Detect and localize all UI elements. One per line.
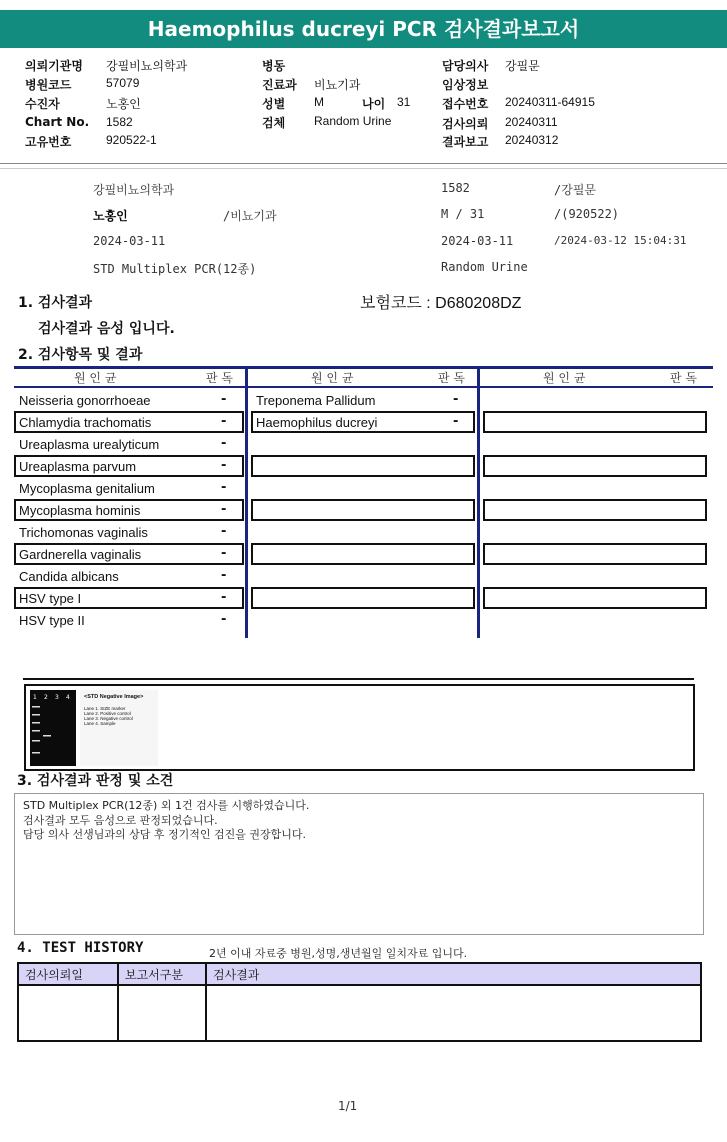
header-value: 강필문 (505, 59, 540, 73)
pathogen-name: Neisseria gonorrhoeae (19, 393, 151, 408)
row-box (483, 499, 707, 521)
marker-band (32, 730, 40, 732)
header-divider-shadow (0, 168, 727, 169)
row-box (251, 543, 475, 565)
summary-report-datetime: /2024-03-12 15:04:31 (554, 234, 687, 247)
section4-title: 4. TEST HISTORY (17, 940, 144, 956)
positive-band (43, 735, 51, 737)
pathogen-result: - (221, 414, 227, 429)
lane-number: 3 (55, 694, 59, 701)
header-value: 1582 (106, 115, 133, 129)
summary-patient: 노홍인 (93, 209, 128, 223)
summary-test: STD Multiplex PCR(12종) (93, 262, 257, 276)
row-box (251, 455, 475, 477)
header-label: 진료과 (262, 78, 297, 92)
summary-dept: /비뇨기과 (223, 209, 277, 223)
findings-line: 검사결과 모두 음성으로 판정되었습니다. (23, 813, 218, 827)
header-value: 20240312 (505, 133, 559, 147)
history-header: 보고서구분 (118, 963, 206, 985)
header-divider (0, 163, 727, 164)
summary-hospital: 강필비뇨의학과 (93, 183, 175, 197)
judgement-header: 판 독 (670, 371, 697, 385)
report-title: Haemophilus ducreyi PCR 검사결과보고서 (0, 10, 727, 48)
pathogen-header: 원 인 균 (74, 371, 117, 385)
age-label: 나이 (362, 97, 386, 111)
table-column-divider (245, 366, 248, 638)
pathogen-result: - (453, 414, 459, 429)
history-cell (118, 985, 206, 1041)
header-value: 강필비뇨의학과 (106, 59, 188, 73)
pathogen-name: Gardnerella vaginalis (19, 547, 142, 562)
header-value: 920522-1 (106, 133, 157, 147)
pathogen-result: - (221, 524, 227, 539)
history-header: 검사결과 (206, 963, 701, 985)
history-cell (18, 985, 118, 1041)
header-value: Random Urine (314, 114, 392, 128)
header-label: 고유번호 (25, 135, 72, 149)
header-value: 노홍인 (106, 97, 141, 111)
header-label: 병동 (262, 59, 286, 73)
history-table (17, 962, 702, 1042)
summary-date: 2024-03-11 (93, 234, 166, 248)
pathogen-name: Haemophilus ducreyi (256, 415, 378, 430)
pathogen-result: - (221, 590, 227, 605)
table-header-rule (14, 386, 713, 388)
marker-band (32, 714, 40, 716)
gel-legend-line: Lane 2. Positive control (84, 711, 131, 716)
header-label: 접수번호 (442, 97, 489, 111)
header-value: 비뇨기과 (314, 78, 361, 92)
pathogen-result: - (221, 436, 227, 451)
history-cell (206, 985, 701, 1041)
pathogen-name: HSV type I (19, 591, 82, 606)
header-label: 담당의사 (442, 59, 489, 73)
summary-specimen: Random Urine (441, 260, 528, 274)
findings-line: STD Multiplex PCR(12종) 외 1건 검사를 시행하였습니다. (23, 799, 310, 812)
pathogen-name: Trichomonas vaginalis (19, 525, 148, 540)
gel-legend (80, 690, 158, 766)
header-label: Chart No. (25, 115, 90, 129)
table-column-divider (477, 366, 480, 638)
judgement-header: 판 독 (438, 371, 465, 385)
pathogen-result: - (221, 568, 227, 583)
header-label: 임상정보 (442, 78, 489, 92)
section3-title: 3. 검사결과 판정 및 소견 (17, 773, 174, 789)
pathogen-header: 원 인 균 (311, 371, 354, 385)
gel-legend-line: Lane 3. Negative control (84, 716, 133, 721)
pathogen-result: - (221, 480, 227, 495)
section2-title: 2. 검사항목 및 결과 (18, 347, 143, 363)
lane-number: 1 (33, 694, 37, 701)
marker-band (32, 706, 40, 708)
history-note: 2년 이내 자료중 병원,성명,생년월일 일치자료 입니다. (209, 947, 468, 960)
summary-date: 2024-03-11 (441, 234, 514, 248)
pathogen-result: - (221, 546, 227, 561)
findings-box (14, 793, 704, 935)
marker-band (32, 722, 40, 724)
pathogen-result: - (221, 392, 227, 407)
pathogen-header: 원 인 균 (543, 371, 586, 385)
header-label: 수진자 (25, 97, 60, 111)
summary-chart: 1582 (441, 181, 470, 195)
section1-result: 검사결과 음성 입니다. (38, 321, 175, 337)
pathogen-name: Chlamydia trachomatis (19, 415, 152, 430)
pathogen-name: Treponema Pallidum (256, 393, 376, 408)
page-number: 1/1 (338, 1099, 358, 1113)
row-box (483, 411, 707, 433)
pathogen-result: - (221, 502, 227, 517)
pathogen-name: Ureaplasma parvum (19, 459, 137, 474)
header-value: M (314, 95, 324, 109)
header-value: 57079 (106, 76, 140, 90)
header-value: 20240311-64915 (505, 95, 595, 109)
header-label: 결과보고 (442, 135, 489, 149)
pathogen-result: - (221, 612, 227, 627)
row-box (483, 543, 707, 565)
row-box (483, 587, 707, 609)
age-value: 31 (397, 95, 411, 109)
pathogen-result: - (221, 458, 227, 473)
judgement-header: 판 독 (206, 371, 233, 385)
header-label: 검사의뢰 (442, 117, 489, 131)
pathogen-name: Ureaplasma urealyticum (19, 437, 160, 452)
lane-number: 2 (44, 694, 48, 701)
lane-number: 4 (66, 694, 70, 701)
gel-top-rule (23, 678, 694, 680)
summary-doctor: /강필문 (554, 183, 597, 197)
gel-legend-title: <STD Negative Image> (84, 694, 144, 700)
row-box (483, 455, 707, 477)
row-box (251, 499, 475, 521)
marker-band (32, 740, 40, 742)
header-label: 검체 (262, 116, 286, 130)
marker-band (32, 752, 40, 754)
gel-legend-line: Lane 4. Sample (84, 721, 116, 726)
header-label: 의뢰기관명 (25, 59, 83, 73)
summary-birth: /(920522) (554, 207, 620, 221)
header-label: 성별 (262, 97, 286, 111)
row-box (251, 587, 475, 609)
history-header: 검사의뢰일 (18, 963, 118, 985)
pathogen-name: Candida albicans (19, 569, 119, 584)
pathogen-name: Mycoplasma genitalium (19, 481, 155, 496)
summary-sex-age: M / 31 (441, 207, 485, 221)
table-top-rule (14, 366, 713, 369)
header-label: 병원코드 (25, 78, 72, 92)
insurance-code: 보험코드 : D680208DZ (360, 295, 522, 312)
section1-title: 1. 검사결과 (18, 295, 93, 311)
pathogen-name: Mycoplasma hominis (19, 503, 141, 518)
findings-line: 담당 의사 선생님과의 상담 후 정기적인 검진을 권장합니다. (23, 828, 306, 841)
header-value: 20240311 (505, 115, 558, 129)
gel-bands (30, 690, 76, 766)
pathogen-result: - (453, 392, 459, 407)
gel-legend-line: Lane 1. SIZE marker (84, 706, 126, 711)
pathogen-name: HSV type II (19, 613, 85, 628)
gel-image (30, 690, 76, 766)
